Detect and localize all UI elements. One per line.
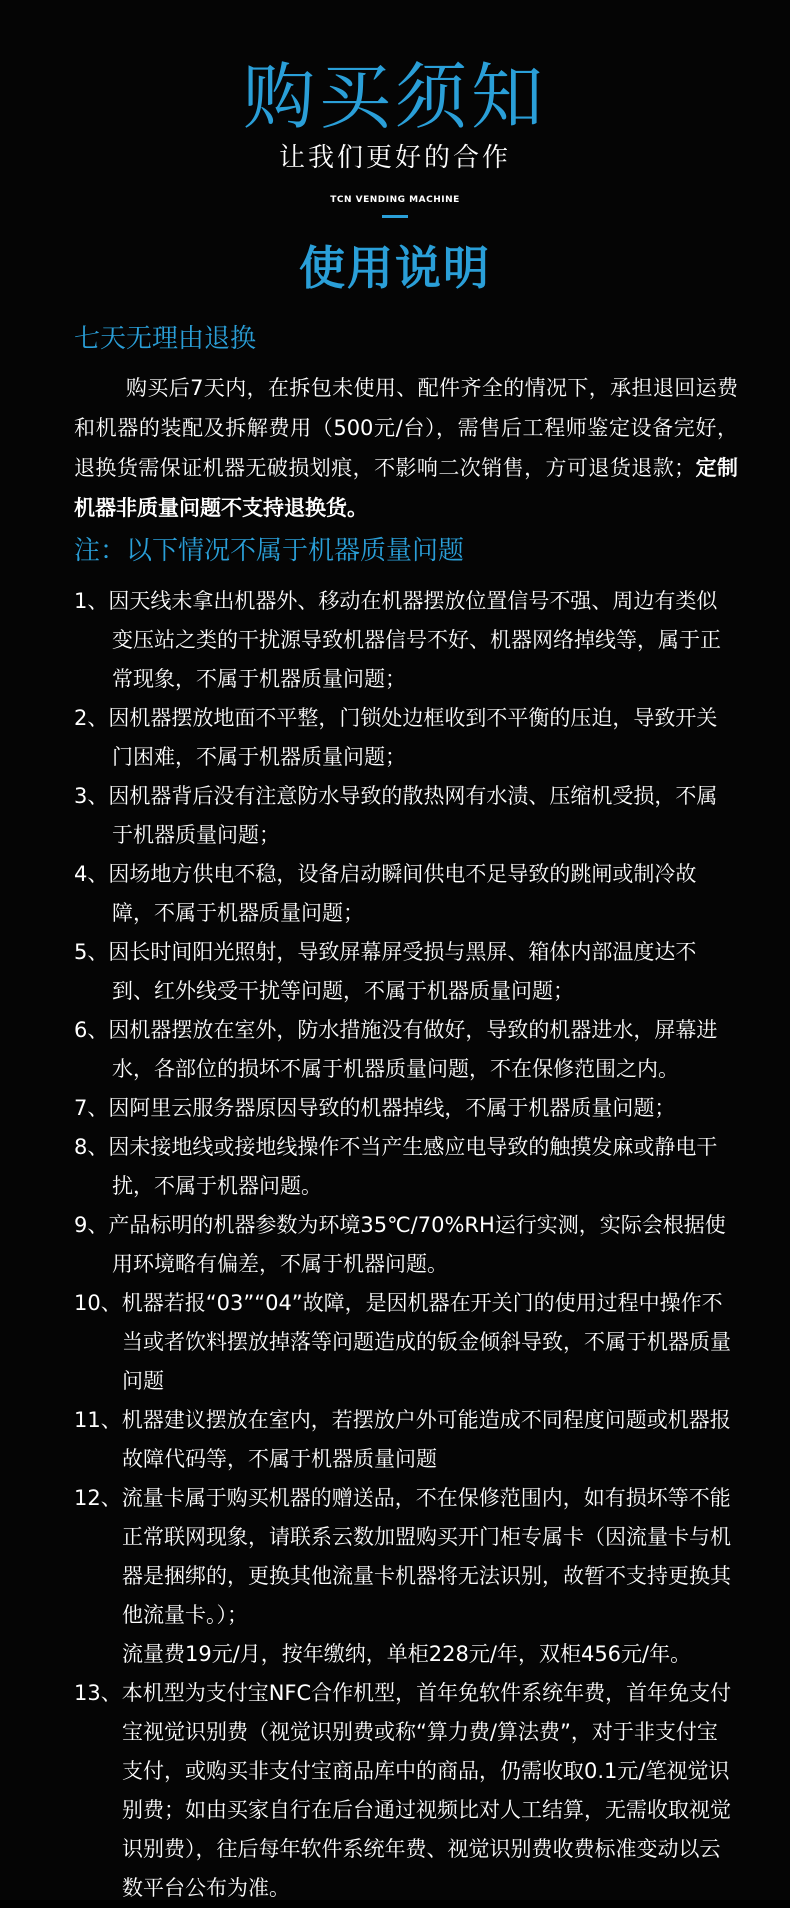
list-item — [74, 1479, 738, 1674]
header — [0, 0, 790, 218]
list-item — [74, 1284, 738, 1401]
note-list — [74, 582, 738, 1908]
list-item-text: 8、因未接地线或接地线操作不当产生感应电导致的触摸发麻或静电干扰，不属于机器问题。 — [74, 1135, 718, 1198]
list-item — [74, 855, 738, 933]
list-item — [74, 699, 738, 777]
section-title: 使用说明 — [299, 241, 491, 295]
list-item — [74, 1128, 738, 1206]
note-heading: 注：以下情况不属于机器质量问题 — [74, 536, 465, 566]
list-item — [74, 933, 738, 1011]
list-item — [74, 1401, 738, 1479]
list-item — [74, 1089, 738, 1128]
list-item-text: 12、流量卡属于购买机器的赠送品，不在保修范围内，如有损坏等不能正常联网现象，请联系云数加盟购买开门柜专属卡（因流量卡与机器是捆绑的，更换其他流量卡机器将无法识别，故暂不支持更换其他流量卡。）； — [74, 1486, 731, 1627]
content — [0, 320, 790, 1908]
list-item-text: 1、因天线未拿出机器外、移动在机器摆放位置信号不强、周边有类似变压站之类的干扰源导致机器信号不好、机器网络掉线等，属于正常现象，不属于机器质量问题； — [74, 589, 721, 691]
list-item-text: 5、因长时间阳光照射，导致屏幕屏受损与黑屏、箱体内部温度达不到、红外线受干扰等问题，不属于机器质量问题； — [74, 940, 697, 1003]
list-item-text: 7、因阿里云服务器原因导致的机器掉线，不属于机器质量问题； — [74, 1096, 676, 1120]
return-policy-text — [74, 368, 738, 528]
list-item — [74, 1674, 738, 1908]
list-item-text: 6、因机器摆放在室外，防水措施没有做好，导致的机器进水，屏幕进水，各部位的损坏不属于机器质量问题，不在保修范围之内。 — [74, 1018, 718, 1081]
list-item-text: 4、因场地方供电不稳，设备启动瞬间供电不足导致的跳闸或制冷故障，不属于机器质量问题； — [74, 862, 697, 925]
list-item — [74, 777, 738, 855]
list-item-text: 11、机器建议摆放在室内，若摆放户外可能造成不同程度问题或机器报故障代码等，不属于机器质量问题 — [74, 1408, 731, 1471]
subtitle: 让我们更好的合作 — [278, 143, 511, 173]
return-policy-body: 购买后7天内，在拆包未使用、配件齐全的情况下，承担退回运费和机器的装配及拆解费用（500元/台），需售后工程师鉴定设备完好，退换货需保证机器无破损划痕，不影响二次销售，方可退货退款； — [74, 376, 738, 480]
list-item-text: 3、因机器背后没有注意防水导致的散热网有水渍、压缩机受损，不属于机器质量问题； — [74, 784, 718, 847]
divider — [382, 215, 408, 218]
list-item-extra: 流量费19元/月，按年缴纳，单柜228元/年，双柜456元/年。 — [122, 1642, 692, 1666]
return-policy-heading: 七天无理由退换 — [74, 324, 257, 354]
list-item — [74, 582, 738, 699]
brand-label: TCN VENDING MACHINE — [330, 195, 460, 205]
list-item-text: 2、因机器摆放地面不平整，门锁处边框收到不平衡的压迫，导致开关门困难，不属于机器质量问题； — [74, 706, 718, 769]
list-item — [74, 1206, 738, 1284]
list-item-text: 10、机器若报“03”“04”故障，是因机器在开关门的使用过程中操作不当或者饮料摆放掉落等问题造成的钣金倾斜导致，不属于机器质量问题 — [74, 1291, 731, 1393]
list-item-text: 9、产品标明的机器参数为环境35℃/70%RH运行实测，实际会根据使用环境略有偏差，不属于机器问题。 — [74, 1213, 726, 1276]
list-item-text: 13、本机型为支付宝NFC合作机型，首年免软件系统年费，首年免支付宝视觉识别费（视觉识别费或称“算力费/算法费”，对于非支付宝支付，或购买非支付宝商品库中的商品，仍需收取0.1元/笔视觉识别费；如由买家自行在后台通过视频比对人工结算，无需收取视觉识别费），往后每年软件系统年费、视觉识别费收费标准变动以云数平台公布为准。 — [74, 1681, 732, 1900]
list-item — [74, 1011, 738, 1089]
return-policy-bold: 定制机器非质量问题不支持退换货。 — [74, 456, 739, 520]
main-title: 购买须知 — [242, 55, 547, 139]
